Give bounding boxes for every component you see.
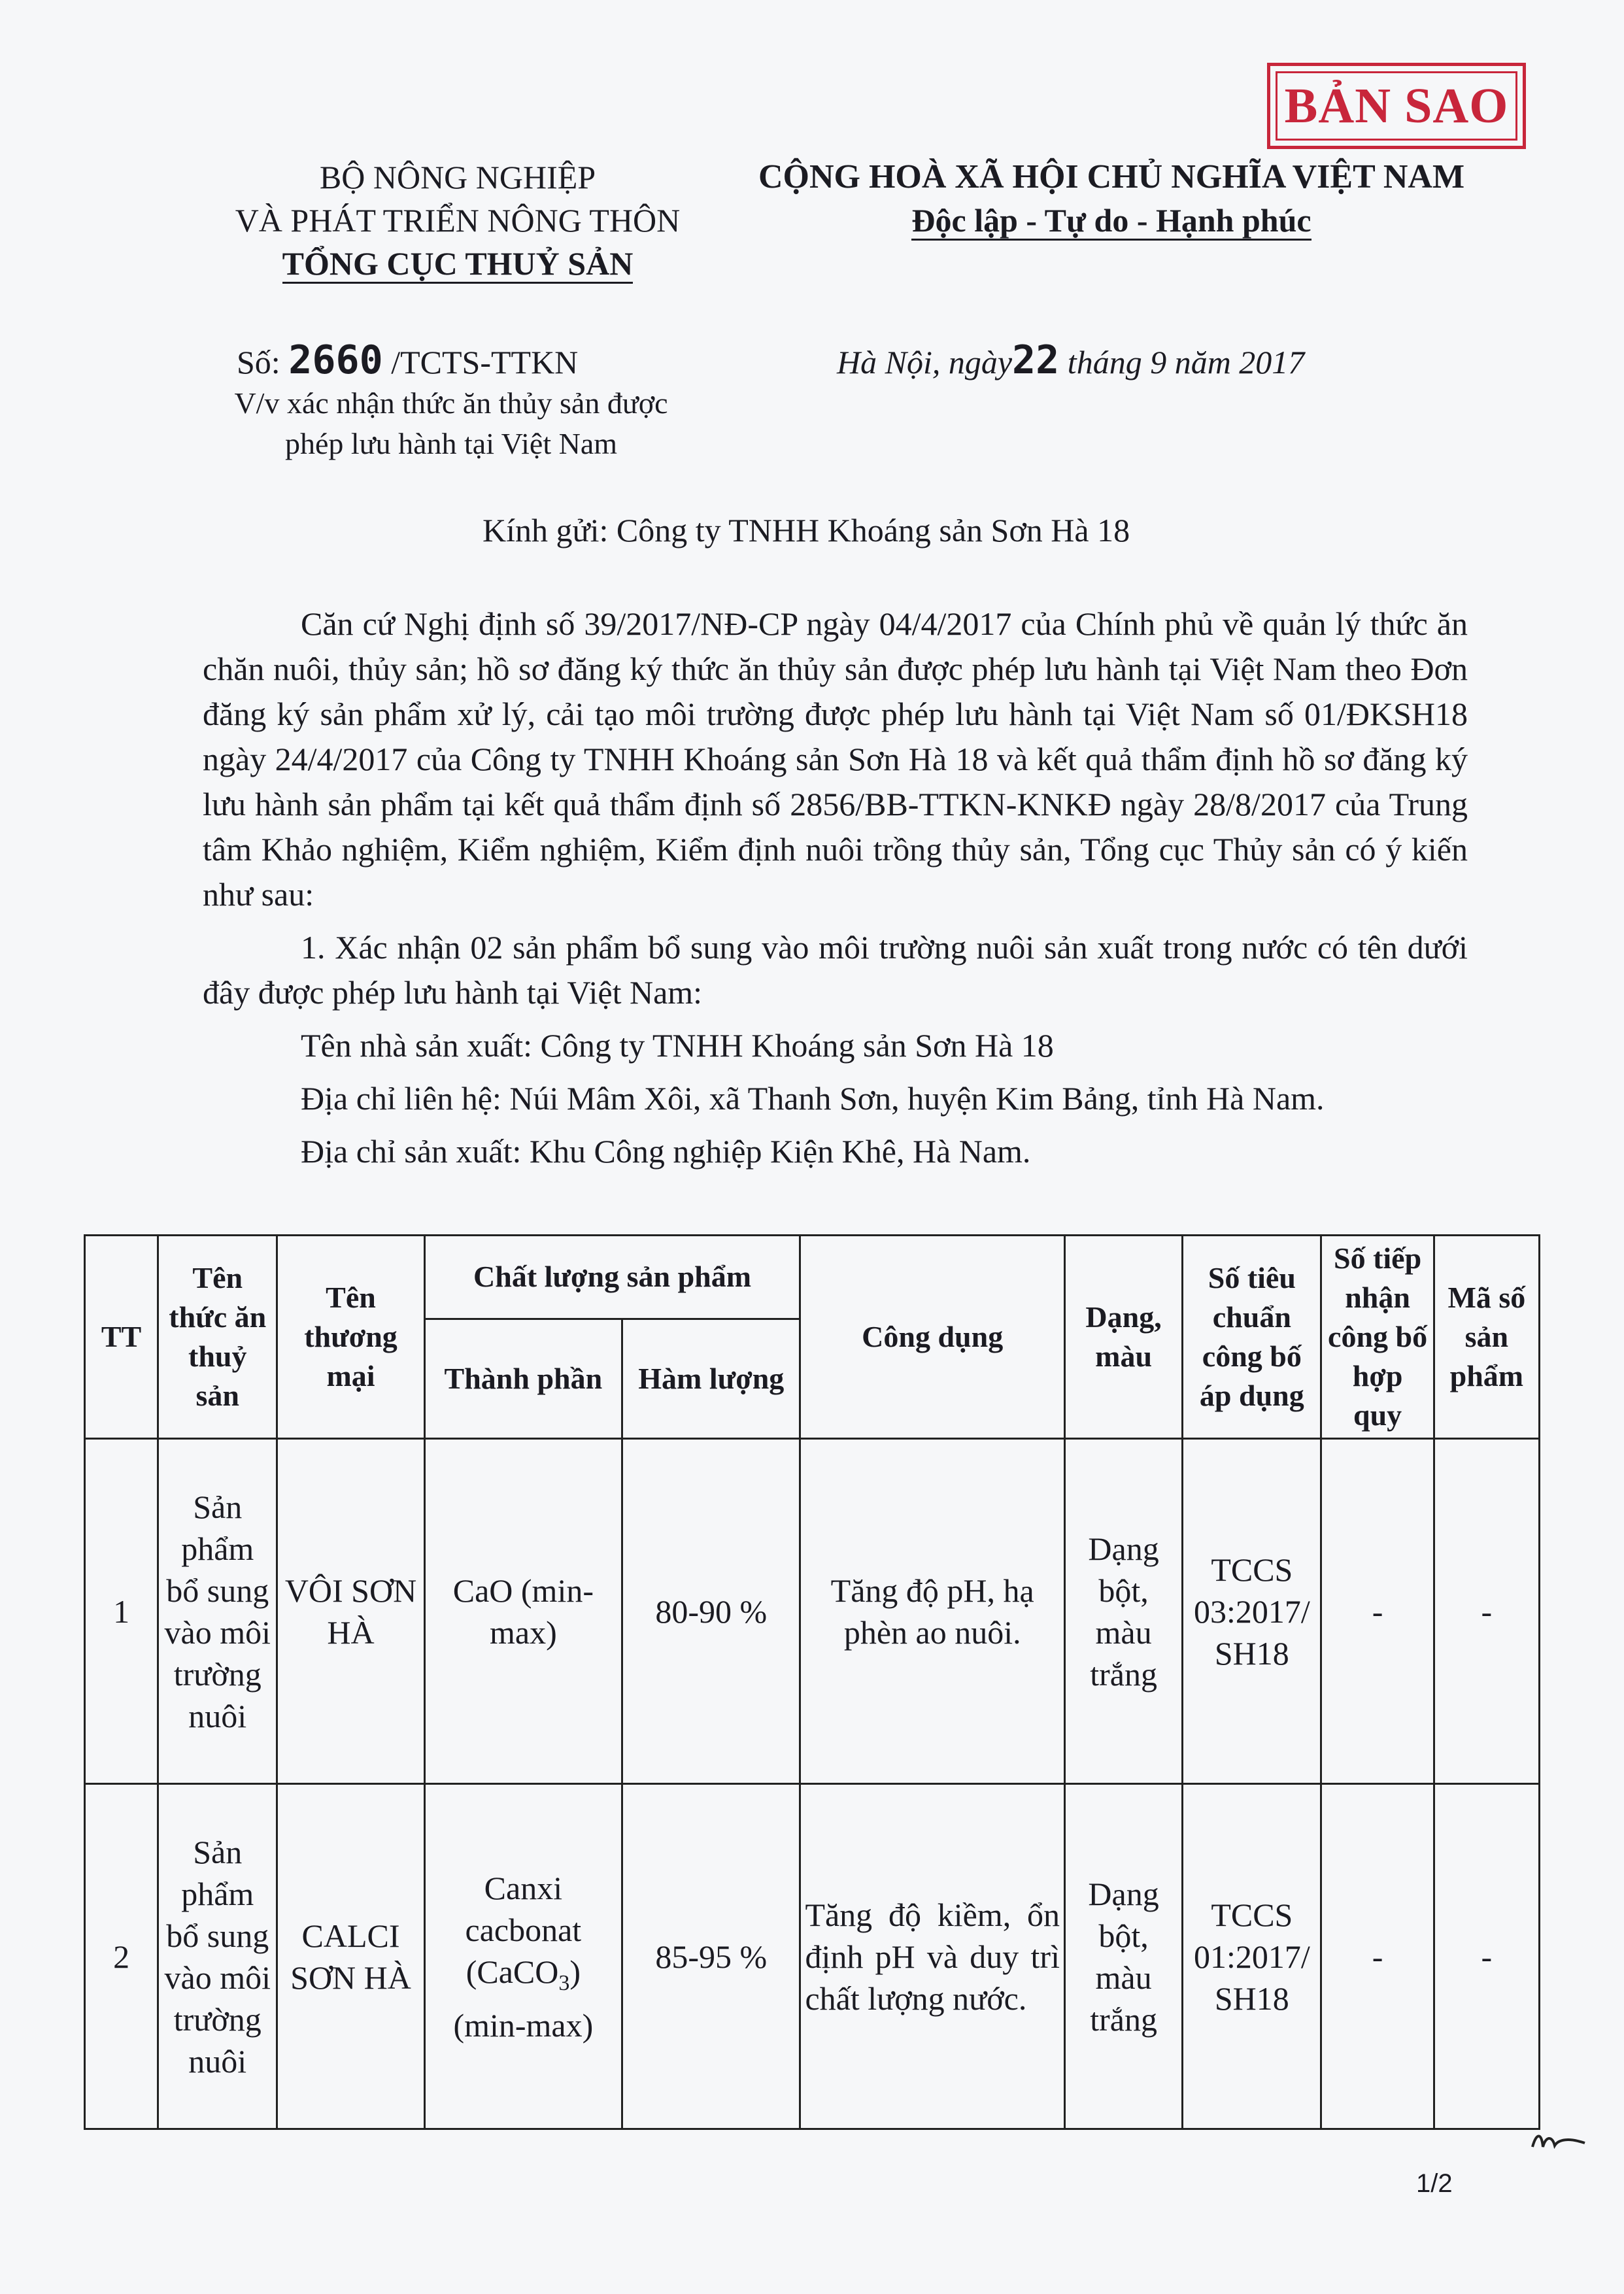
cell-form-color: Dạng bột, màu trắng xyxy=(1064,1784,1182,2129)
cell-form-color: Dạng bột, màu trắng xyxy=(1064,1439,1182,1784)
cell-product-code: - xyxy=(1434,1784,1539,2129)
document-day: 22 xyxy=(1012,337,1060,383)
document-date: Hà Nội, ngày22 tháng 9 năm 2017 xyxy=(837,337,1305,383)
basis-paragraph: Căn cứ Nghị định số 39/2017/NĐ-CP ngày 04/4/2017 của Chính phủ về quản lý thức ăn chăn nuôi, thủy sản; hồ sơ đăng ký thức ăn thủy sản được phép lưu hành tại Việt Nam theo Đơn đăng ký sản phẩm xử lý, cải tạo môi trường được phép lưu hành tại Việt Nam số 01/ĐKSH18 ngày 24/4/2017 của Công ty TNHH Khoáng sản Sơn Hà 18 và kết quả thẩm định hồ sơ đăng ký lưu hành sản phẩm tại kết quả thẩm định số 2856/BB-TTKN-KNKĐ ngày 28/8/2017 của Trung tâm Khảo nghiệm, Kiểm nghiệm, Kiểm định nuôi trồng thủy sản, Tổng cục Thủy sản có ý kiến như sau: xyxy=(203,605,1468,913)
header-usage: Công dụng xyxy=(800,1236,1065,1439)
cell-trade-name: VÔI SƠN HÀ xyxy=(277,1439,424,1784)
cell-usage: Tăng độ pH, hạ phèn ao nuôi. xyxy=(800,1439,1065,1784)
cell-content: 80-90 % xyxy=(622,1439,800,1784)
header-receipt-no: Số tiếp nhận công bố hợp quy xyxy=(1321,1236,1434,1439)
cell-tt: 2 xyxy=(85,1784,158,2129)
ministry-line1: BỘ NÔNG NGHIỆP xyxy=(319,159,596,195)
cell-usage: Tăng độ kiềm, ổn định pH và duy trì chất lượng nước. xyxy=(800,1784,1065,2129)
header-trade-name: Tên thương mại xyxy=(277,1236,424,1439)
cell-standard: TCCS 01:2017/ SH18 xyxy=(1183,1784,1321,2129)
issuer-header xyxy=(170,156,745,285)
header-quality: Chất lượng sản phẩm xyxy=(424,1236,800,1319)
body-text xyxy=(203,601,1468,1174)
header-content: Hàm lượng xyxy=(622,1319,800,1438)
national-motto: Độc lập - Tự do - Hạnh phúc xyxy=(726,199,1497,242)
document-number: Số: 2660 /TCTS-TTKN xyxy=(237,337,579,383)
header-standard: Số tiêu chuẩn công bố áp dụng xyxy=(1183,1236,1321,1439)
confirmation-paragraph: 1. Xác nhận 02 sản phẩm bổ sung vào môi trường nuôi sản xuất trong nước có tên dưới đây được phép lưu hành tại Việt Nam: xyxy=(203,929,1468,1011)
manufacturer-line: Tên nhà sản xuất: Công ty TNHH Khoáng sản Sơn Hà 18 xyxy=(301,1027,1054,1064)
cell-content: 85-95 % xyxy=(622,1784,800,2129)
header-feed-name: Tên thức ăn thuỷ sản xyxy=(158,1236,277,1439)
cell-product-code: - xyxy=(1434,1439,1539,1784)
cell-receipt-no: - xyxy=(1321,1784,1434,2129)
cell-feed-name: Sản phẩm bổ sung vào môi trường nuôi xyxy=(158,1784,277,2129)
recipient-line: Kính gửi: Công ty TNHH Khoáng sản Sơn Hà 18 xyxy=(482,512,1130,548)
national-header xyxy=(726,156,1497,242)
ministry-line2: VÀ PHÁT TRIỂN NÔNG THÔN xyxy=(235,202,681,239)
agency-name: TỔNG CỤC THUỶ SẢN xyxy=(170,242,745,285)
copy-stamp-label: BẢN SAO xyxy=(1276,71,1517,141)
contact-address-line: Địa chỉ liên hệ: Núi Mâm Xôi, xã Thanh Sơn, huyện Kim Bảng, tỉnh Hà Nam. xyxy=(301,1080,1325,1117)
copy-stamp xyxy=(1267,63,1526,149)
nation-title: CỘNG HOÀ XÃ HỘI CHỦ NGHĨA VIỆT NAM xyxy=(758,158,1465,195)
document-subject: V/v xác nhận thức ăn thủy sản được phép lưu hành tại Việt Nam xyxy=(234,386,668,460)
page-number: 1/2 xyxy=(1416,2169,1453,2198)
cell-tt: 1 xyxy=(85,1439,158,1784)
cell-trade-name: CALCI SƠN HÀ xyxy=(277,1784,424,2129)
cell-standard: TCCS 03:2017/ SH18 xyxy=(1183,1439,1321,1784)
table-row xyxy=(85,1784,1540,2129)
initial-mark xyxy=(1530,2126,1589,2161)
cell-component: CaO (min-max) xyxy=(424,1439,622,1784)
header-component: Thành phần xyxy=(424,1319,622,1438)
cell-feed-name: Sản phẩm bổ sung vào môi trường nuôi xyxy=(158,1439,277,1784)
production-address-line: Địa chỉ sản xuất: Khu Công nghiệp Kiện Khê, Hà Nam. xyxy=(301,1133,1031,1170)
table-row xyxy=(85,1439,1540,1784)
header-form-color: Dạng, màu xyxy=(1064,1236,1182,1439)
cell-receipt-no: - xyxy=(1321,1439,1434,1784)
table-header-row xyxy=(85,1236,1540,1319)
product-table xyxy=(84,1234,1540,2130)
document-number-value: 2660 xyxy=(288,337,383,383)
header-product-code: Mã số sản phẩm xyxy=(1434,1236,1539,1439)
header-tt: TT xyxy=(85,1236,158,1439)
cell-component: Canxi cacbonat (CaCO$_3$) (min-max) xyxy=(424,1784,622,2129)
